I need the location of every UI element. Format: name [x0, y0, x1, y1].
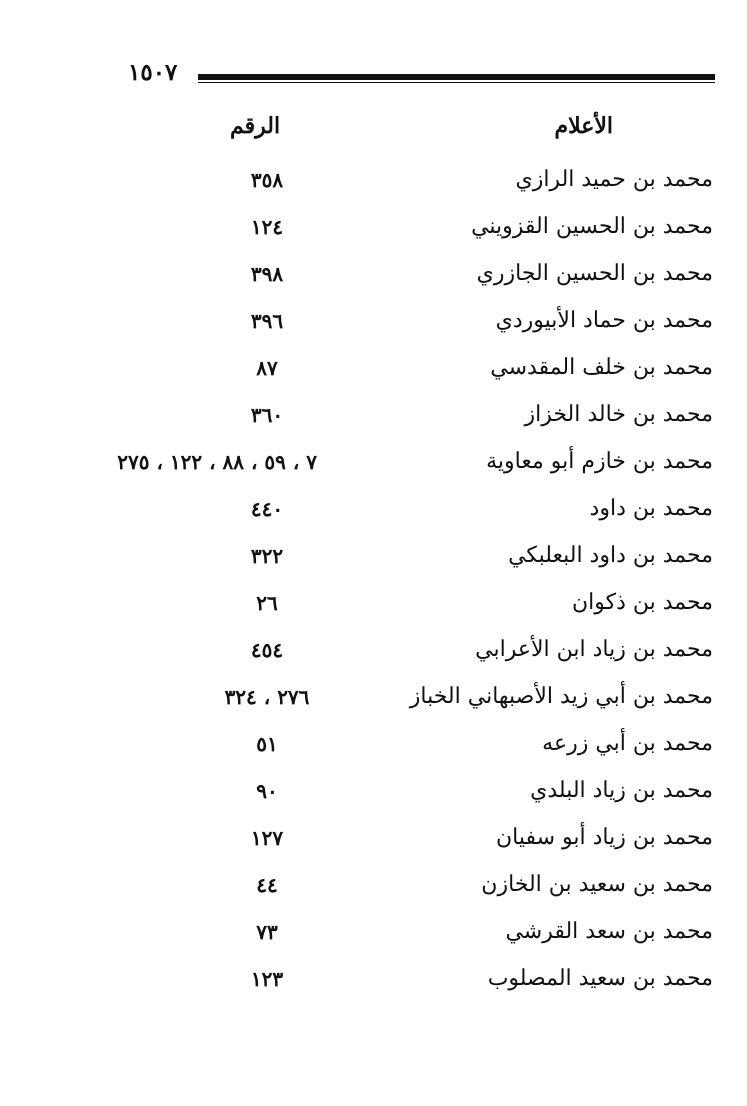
index-entry — [0, 207, 747, 247]
entry-name: محمد بن زياد البلدي — [530, 778, 713, 803]
index-entry — [0, 959, 747, 999]
entry-name: محمد بن داود — [589, 496, 713, 521]
index-entry — [0, 818, 747, 858]
entry-refs: ٧ ، ٥٩ ، ٨٨ ، ١٢٢ ، ٢٧٥ — [117, 450, 317, 474]
index-entry — [0, 677, 747, 717]
index-entry — [0, 395, 747, 435]
header-rule-thick — [198, 74, 715, 80]
index-entry — [0, 348, 747, 388]
entry-name: محمد بن سعيد بن الخازن — [481, 872, 713, 897]
entry-name: محمد بن حميد الرازي — [515, 167, 713, 192]
entry-refs: ٩٠ — [256, 779, 278, 803]
entry-name: محمد بن زياد أبو سفيان — [495, 825, 713, 850]
index-entry — [0, 536, 747, 576]
index-entry — [0, 771, 747, 811]
entry-name: محمد بن أبي زرعه — [542, 731, 713, 756]
entry-refs: ١٢٣ — [250, 967, 284, 991]
entry-name: محمد بن خلف المقدسي — [490, 355, 713, 380]
entry-refs: ٣٢٢ — [250, 544, 284, 568]
entry-refs: ٣٩٨ — [250, 262, 284, 286]
index-entry — [0, 254, 747, 294]
entry-name: محمد بن سعيد المصلوب — [487, 966, 713, 991]
entry-name: محمد بن خالد الخزاز — [524, 402, 713, 427]
index-entry — [0, 912, 747, 952]
entry-refs: ٧٣ — [256, 920, 278, 944]
entry-name: محمد بن الحسين القزويني — [471, 214, 713, 239]
header-rule-thin — [198, 82, 715, 83]
entry-name: محمد بن زياد ابن الأعرابي — [475, 637, 713, 662]
entry-name: محمد بن ذكوان — [571, 590, 713, 615]
refs-column-heading: الرقم — [229, 113, 281, 139]
entry-refs: ١٢٤ — [250, 215, 284, 239]
index-entry — [0, 583, 747, 623]
page-header — [0, 0, 747, 100]
entry-refs: ٤٤٠ — [250, 497, 284, 521]
entry-name: محمد بن أبي زيد الأصبهاني الخباز — [409, 684, 713, 709]
index-entry — [0, 865, 747, 905]
entry-refs: ٢٧٦ ، ٣٢٤ — [224, 685, 310, 709]
index-entry — [0, 301, 747, 341]
entry-refs: ١٢٧ — [250, 826, 284, 850]
page-number: ١٥٠٧ — [128, 59, 178, 86]
entry-refs: ٤٤ — [256, 873, 278, 897]
index-entry — [0, 489, 747, 529]
index-entry — [0, 724, 747, 764]
index-entry — [0, 630, 747, 670]
entry-refs: ٣٦٠ — [250, 403, 284, 427]
entry-name: محمد بن خازم أبو معاوية — [486, 449, 713, 474]
index-entry — [0, 160, 747, 200]
entry-name: محمد بن سعد القرشي — [505, 919, 713, 944]
entry-name: محمد بن حماد الأبيوردي — [495, 308, 713, 333]
entry-name: محمد بن الحسين الجازري — [476, 261, 713, 286]
names-column-heading: الأعلام — [554, 113, 613, 139]
entry-refs: ٨٧ — [256, 356, 278, 380]
entry-name: محمد بن داود البعلبكي — [508, 543, 713, 568]
entry-refs: ٤٥٤ — [250, 638, 284, 662]
entry-refs: ٣٩٦ — [250, 309, 284, 333]
entry-refs: ٣٥٨ — [250, 168, 284, 192]
entry-refs: ٢٦ — [256, 591, 278, 615]
index-entry — [0, 442, 747, 482]
entry-refs: ٥١ — [256, 732, 278, 756]
